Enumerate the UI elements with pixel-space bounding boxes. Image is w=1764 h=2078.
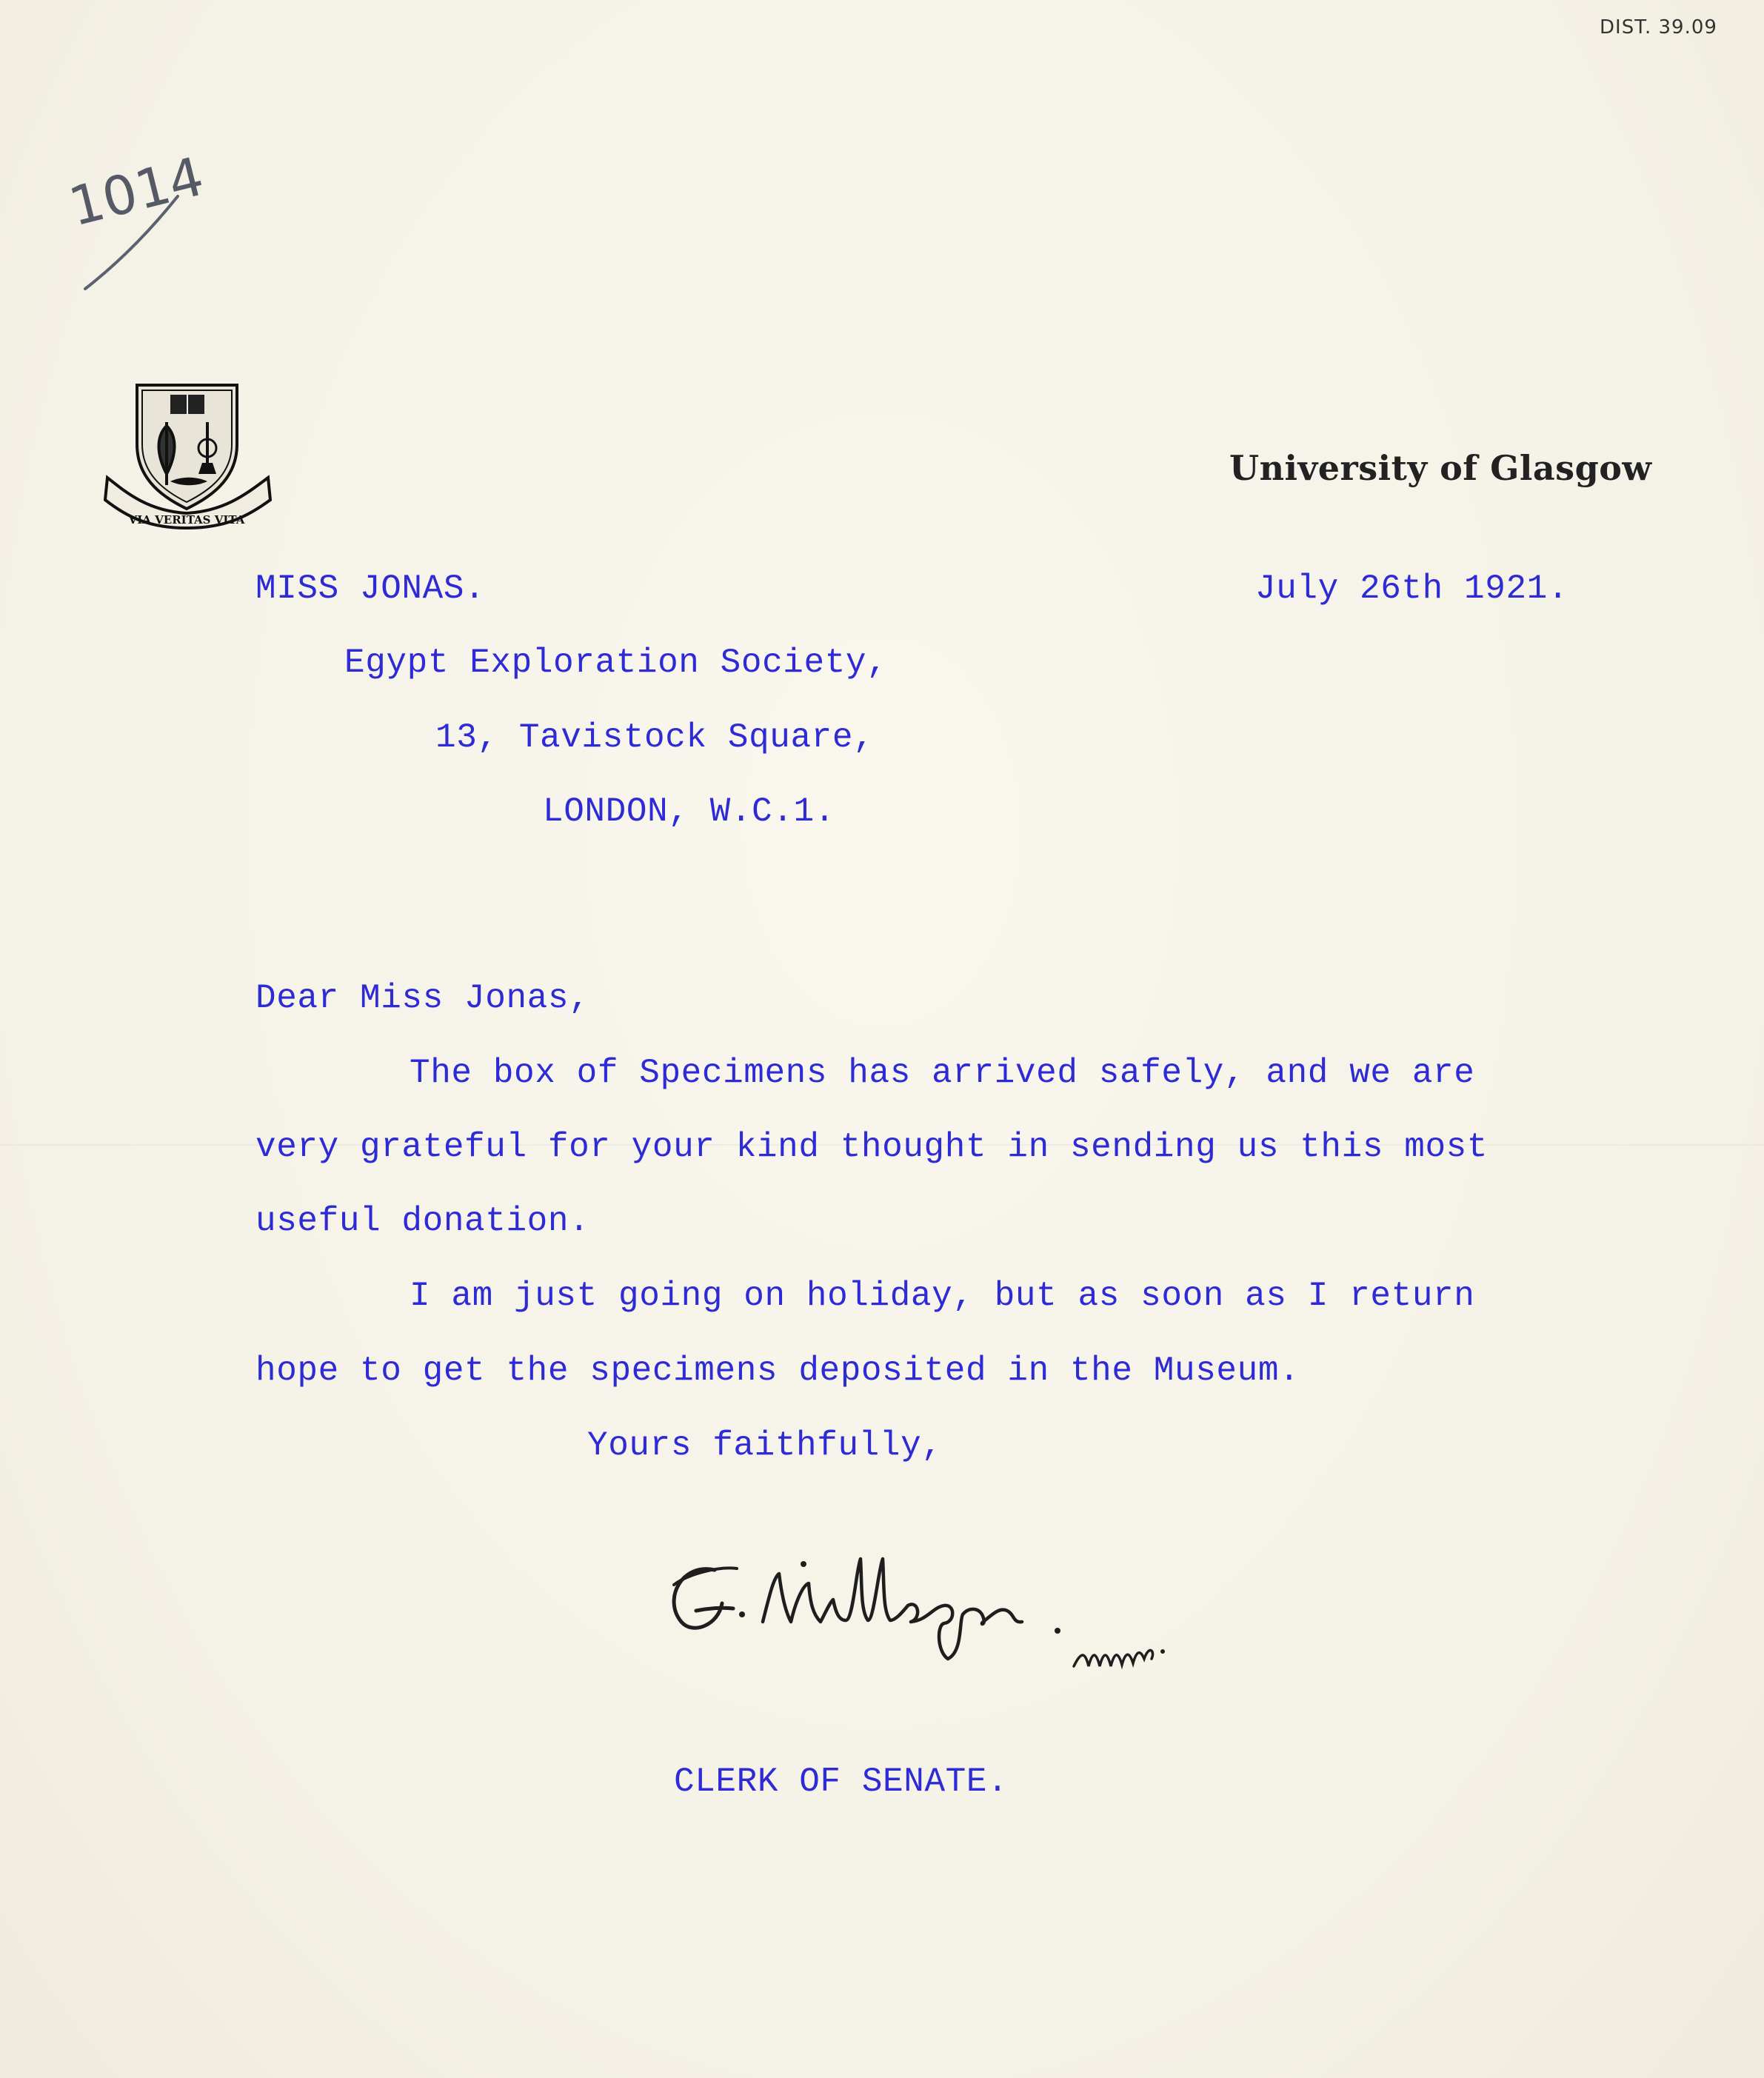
handwritten-signature <box>652 1540 1259 1688</box>
university-crest-icon <box>104 381 274 529</box>
address-line: 13, Tavistock Square, <box>435 718 875 757</box>
body-line: hope to get the specimens deposited in the Museum. <box>255 1352 1300 1390</box>
body-line: I am just going on holiday, but as soon as I return <box>410 1277 1475 1315</box>
archive-reference: DIST. 39.09 <box>1600 16 1717 39</box>
crest-motto: VIA VERITAS VITA <box>128 513 245 527</box>
letterhead-institution: University of Glasgow <box>1229 448 1652 488</box>
recipient-name: MISS JONAS. <box>255 569 486 608</box>
signatory-title: CLERK OF SENATE. <box>674 1763 1009 1801</box>
closing: Yours faithfully, <box>587 1426 943 1465</box>
letter-date: July 26th 1921. <box>1255 569 1569 608</box>
body-line: The box of Specimens has arrived safely, and we are <box>410 1054 1475 1092</box>
salutation: Dear Miss Jonas, <box>255 979 590 1018</box>
pencil-slash <box>74 189 193 300</box>
body-line: useful donation. <box>255 1202 590 1240</box>
address-line: LONDON, W.C.1. <box>543 792 835 831</box>
pencil-number-text: 1014 <box>63 144 210 238</box>
address-line: Egypt Exploration Society, <box>344 644 888 682</box>
body-line: very grateful for your kind thought in sending us this most <box>255 1128 1489 1166</box>
